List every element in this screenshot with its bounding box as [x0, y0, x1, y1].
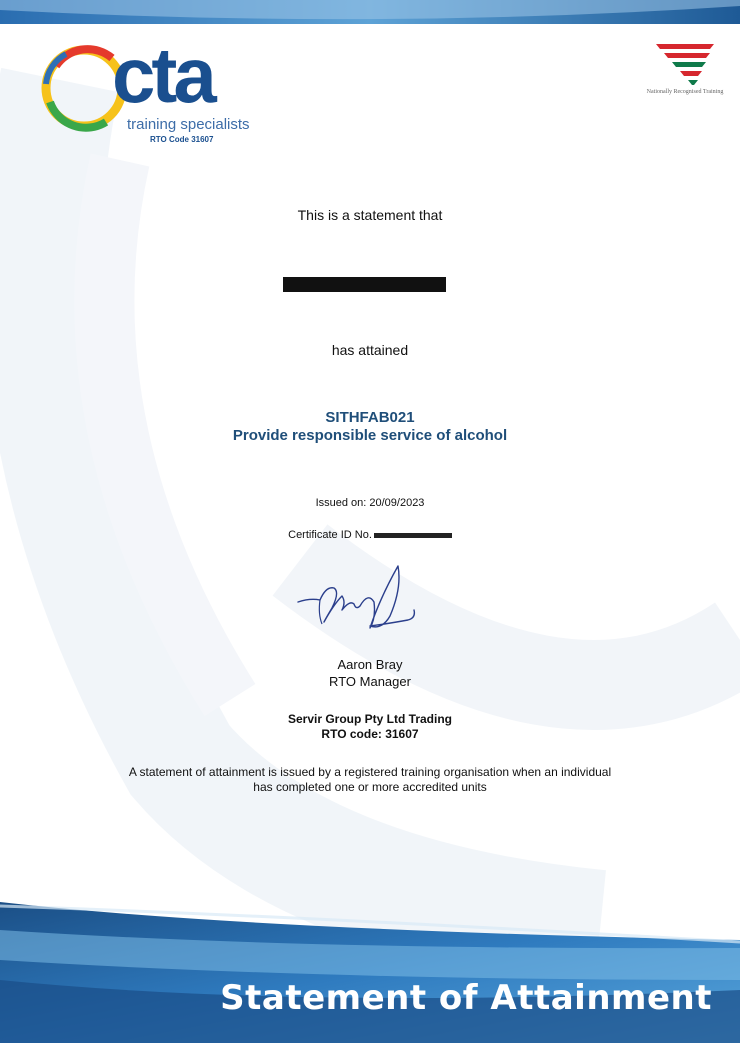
unit-title: Provide responsible service of alcohol	[232, 427, 508, 444]
disclaimer-line-1: A statement of attainment is issued by a registered training organisation when an individual	[128, 765, 612, 779]
certificate-id-row	[0, 529, 740, 541]
signer-name: Aaron Bray	[337, 657, 403, 672]
issued-date: Issued on: 20/09/2023	[315, 497, 425, 509]
redacted-recipient-name	[283, 277, 446, 292]
nrt-text: Nationally Recognised Training	[646, 89, 724, 95]
certificate-id-label: Certificate ID No.	[288, 529, 372, 541]
has-attained-text: has attained	[331, 342, 409, 358]
nrt-emblem-icon	[640, 40, 730, 86]
unit-code: SITHFAB021	[325, 409, 415, 426]
cta-logo	[36, 31, 266, 148]
nrt-logo	[640, 40, 730, 110]
organisation-name: Servir Group Pty Ltd Trading	[287, 712, 453, 726]
organisation-rto-code: RTO code: 31607	[321, 727, 419, 741]
redacted-certificate-id	[374, 533, 452, 538]
cta-rto-code: RTO Code 31607	[150, 135, 214, 144]
cta-subtitle: training specialists	[127, 116, 250, 133]
cta-wordmark: cta	[112, 31, 213, 119]
statement-intro: This is a statement that	[297, 207, 443, 223]
signature-image	[290, 558, 430, 638]
footer-title: Statement of Attainment	[220, 978, 712, 1018]
disclaimer-line-2: has completed one or more accredited units	[253, 780, 487, 794]
bottom-band	[0, 890, 740, 1043]
signer-role: RTO Manager	[329, 674, 411, 689]
